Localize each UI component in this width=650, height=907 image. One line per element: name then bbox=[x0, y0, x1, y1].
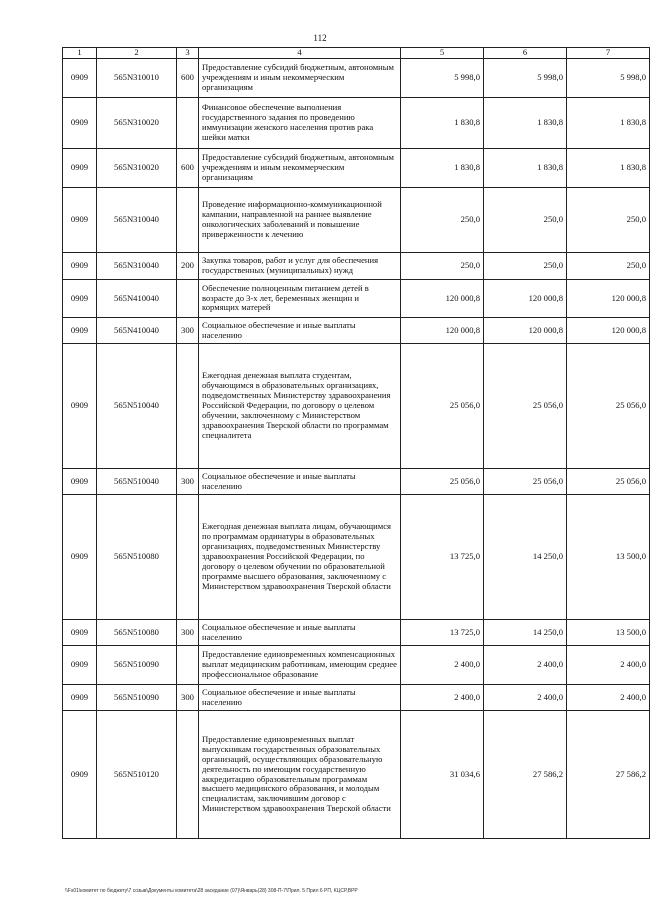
item-name-cell: Социальное обеспечение и иные выплаты населению bbox=[199, 469, 401, 495]
amount-cell: 2 400,0 bbox=[567, 685, 650, 711]
item-name-cell: Закупка товаров, работ и услуг для обеспечения государственных (муниципальных) нужд bbox=[199, 253, 401, 280]
table-row bbox=[63, 59, 650, 98]
target-article-cell: 565N410040 bbox=[97, 280, 177, 318]
expense-type-cell: 200 bbox=[177, 253, 199, 280]
table-row bbox=[63, 280, 650, 318]
expense-type-cell: 600 bbox=[177, 149, 199, 188]
section-code-cell: 0909 bbox=[63, 59, 97, 98]
section-code-cell: 0909 bbox=[63, 711, 97, 839]
amount-cell: 13 725,0 bbox=[401, 495, 484, 620]
target-article-cell: 565N410040 bbox=[97, 318, 177, 344]
target-article-cell: 565N510090 bbox=[97, 685, 177, 711]
item-name-cell: Социальное обеспечение и иные выплаты населению bbox=[199, 685, 401, 711]
table-row bbox=[63, 711, 650, 839]
amount-cell: 250,0 bbox=[401, 253, 484, 280]
section-code-cell: 0909 bbox=[63, 149, 97, 188]
amount-cell: 120 000,8 bbox=[484, 318, 567, 344]
amount-cell: 1 830,8 bbox=[484, 98, 567, 149]
column-header: 5 bbox=[401, 48, 484, 59]
amount-cell: 14 250,0 bbox=[484, 495, 567, 620]
table-row bbox=[63, 253, 650, 280]
amount-cell: 1 830,8 bbox=[567, 149, 650, 188]
section-code-cell: 0909 bbox=[63, 280, 97, 318]
target-article-cell: 565N510080 bbox=[97, 495, 177, 620]
item-name-cell: Ежегодная денежная выплата студентам, обучающимся в образовательных организациях, подведомственных Министерству здравоохранения Российской Федерации, по договору о целевом обучении, заключенному с Министерством здравоохранения Тверской области по программам специалитета bbox=[199, 344, 401, 469]
amount-cell: 27 586,2 bbox=[484, 711, 567, 839]
column-header: 4 bbox=[199, 48, 401, 59]
target-article-cell: 565N310010 bbox=[97, 59, 177, 98]
amount-cell: 1 830,8 bbox=[401, 149, 484, 188]
amount-cell: 1 830,8 bbox=[567, 98, 650, 149]
amount-cell: 250,0 bbox=[567, 188, 650, 253]
target-article-cell: 565N310020 bbox=[97, 149, 177, 188]
expense-type-cell bbox=[177, 646, 199, 685]
section-code-cell: 0909 bbox=[63, 344, 97, 469]
amount-cell: 120 000,8 bbox=[401, 318, 484, 344]
expense-type-cell: 300 bbox=[177, 469, 199, 495]
amount-cell: 250,0 bbox=[401, 188, 484, 253]
table-row bbox=[63, 469, 650, 495]
amount-cell: 120 000,8 bbox=[484, 280, 567, 318]
item-name-cell: Предоставление субсидий бюджетным, автономным учреждениям и иным некоммерческим организациям bbox=[199, 149, 401, 188]
expense-type-cell bbox=[177, 344, 199, 469]
item-name-cell: Предоставление единовременных выплат выпускникам государственных образовательных организаций, осуществляющих образовательную деятельность по имеющим государственную аккредитацию образовательным программам высшего медицинского образования, и молодым специалистам, заключившим договор с Министерством здравоохранения Тверской области bbox=[199, 711, 401, 839]
amount-cell: 13 725,0 bbox=[401, 620, 484, 646]
amount-cell: 27 586,2 bbox=[567, 711, 650, 839]
column-header: 1 bbox=[63, 48, 97, 59]
budget-table bbox=[62, 47, 650, 839]
section-code-cell: 0909 bbox=[63, 469, 97, 495]
amount-cell: 25 056,0 bbox=[567, 469, 650, 495]
column-header: 2 bbox=[97, 48, 177, 59]
target-article-cell: 565N510080 bbox=[97, 620, 177, 646]
expense-type-cell bbox=[177, 188, 199, 253]
amount-cell: 14 250,0 bbox=[484, 620, 567, 646]
amount-cell: 1 830,8 bbox=[401, 98, 484, 149]
header-row bbox=[63, 48, 650, 59]
amount-cell: 2 400,0 bbox=[484, 685, 567, 711]
amount-cell: 25 056,0 bbox=[484, 344, 567, 469]
target-article-cell: 565N510090 bbox=[97, 646, 177, 685]
column-header: 3 bbox=[177, 48, 199, 59]
amount-cell: 2 400,0 bbox=[401, 646, 484, 685]
amount-cell: 13 500,0 bbox=[567, 620, 650, 646]
target-article-cell: 565N510040 bbox=[97, 344, 177, 469]
column-header: 7 bbox=[567, 48, 650, 59]
item-name-cell: Обеспечение полноценным питанием детей в возрасте до 3-х лет, беременных женщин и кормящих матерей bbox=[199, 280, 401, 318]
amount-cell: 5 998,0 bbox=[484, 59, 567, 98]
item-name-cell: Предоставление единовременных компенсационных выплат медицинским работникам, имеющим среднее профессиональное образование bbox=[199, 646, 401, 685]
target-article-cell: 565N510120 bbox=[97, 711, 177, 839]
item-name-cell: Проведение информационно-коммуникационной кампании, направленной на раннее выявление онкологических заболеваний и повышение приверженности к лечению bbox=[199, 188, 401, 253]
item-name-cell: Финансовое обеспечение выполнения государственного задания по проведению иммунизации женского населения против рака шейки матки bbox=[199, 98, 401, 149]
amount-cell: 2 400,0 bbox=[567, 646, 650, 685]
amount-cell: 13 500,0 bbox=[567, 495, 650, 620]
table-row bbox=[63, 495, 650, 620]
item-name-cell: Социальное обеспечение и иные выплаты населению bbox=[199, 318, 401, 344]
section-code-cell: 0909 bbox=[63, 620, 97, 646]
amount-cell: 2 400,0 bbox=[484, 646, 567, 685]
section-code-cell: 0909 bbox=[63, 318, 97, 344]
table-row bbox=[63, 620, 650, 646]
target-article-cell: 565N510040 bbox=[97, 469, 177, 495]
amount-cell: 120 000,8 bbox=[567, 280, 650, 318]
amount-cell: 31 034,6 bbox=[401, 711, 484, 839]
expense-type-cell bbox=[177, 98, 199, 149]
table-row bbox=[63, 98, 650, 149]
amount-cell: 25 056,0 bbox=[401, 344, 484, 469]
expense-type-cell: 300 bbox=[177, 620, 199, 646]
item-name-cell: Предоставление субсидий бюджетным, автономным учреждениям и иным некоммерческим организациям bbox=[199, 59, 401, 98]
section-code-cell: 0909 bbox=[63, 685, 97, 711]
table-row bbox=[63, 646, 650, 685]
expense-type-cell bbox=[177, 280, 199, 318]
expense-type-cell: 600 bbox=[177, 59, 199, 98]
amount-cell: 120 000,8 bbox=[567, 318, 650, 344]
expense-type-cell bbox=[177, 711, 199, 839]
amount-cell: 5 998,0 bbox=[401, 59, 484, 98]
target-article-cell: 565N310040 bbox=[97, 253, 177, 280]
file-path-footer: \\Fs01\комитет по бюджету\7 созыв\Документы комитета\28 заседание (07)\Январь(28) 308-П-7\Прил. 5 Прил 6 РП, КЦСР,ВРР bbox=[65, 888, 358, 894]
expense-type-cell bbox=[177, 495, 199, 620]
amount-cell: 2 400,0 bbox=[401, 685, 484, 711]
expense-type-cell: 300 bbox=[177, 318, 199, 344]
amount-cell: 120 000,8 bbox=[401, 280, 484, 318]
page-number: 112 bbox=[313, 33, 327, 43]
amount-cell: 5 998,0 bbox=[567, 59, 650, 98]
table-row bbox=[63, 149, 650, 188]
section-code-cell: 0909 bbox=[63, 253, 97, 280]
amount-cell: 25 056,0 bbox=[484, 469, 567, 495]
column-header: 6 bbox=[484, 48, 567, 59]
table-row bbox=[63, 188, 650, 253]
table-row bbox=[63, 685, 650, 711]
target-article-cell: 565N310020 bbox=[97, 98, 177, 149]
amount-cell: 1 830,8 bbox=[484, 149, 567, 188]
section-code-cell: 0909 bbox=[63, 646, 97, 685]
amount-cell: 250,0 bbox=[484, 253, 567, 280]
target-article-cell: 565N310040 bbox=[97, 188, 177, 253]
amount-cell: 250,0 bbox=[484, 188, 567, 253]
amount-cell: 250,0 bbox=[567, 253, 650, 280]
item-name-cell: Ежегодная денежная выплата лицам, обучающимся по программам ординатуры в образовательных организациях, подведомственных Министерству здравоохранения Российской Федерации, по договору о целевом обучении по образовательной программе высшего образования, заключенному с Министерством здравоохранения Тверской области bbox=[199, 495, 401, 620]
expense-type-cell: 300 bbox=[177, 685, 199, 711]
section-code-cell: 0909 bbox=[63, 98, 97, 149]
section-code-cell: 0909 bbox=[63, 188, 97, 253]
item-name-cell: Социальное обеспечение и иные выплаты населению bbox=[199, 620, 401, 646]
amount-cell: 25 056,0 bbox=[401, 469, 484, 495]
section-code-cell: 0909 bbox=[63, 495, 97, 620]
table-row bbox=[63, 344, 650, 469]
amount-cell: 25 056,0 bbox=[567, 344, 650, 469]
table-row bbox=[63, 318, 650, 344]
